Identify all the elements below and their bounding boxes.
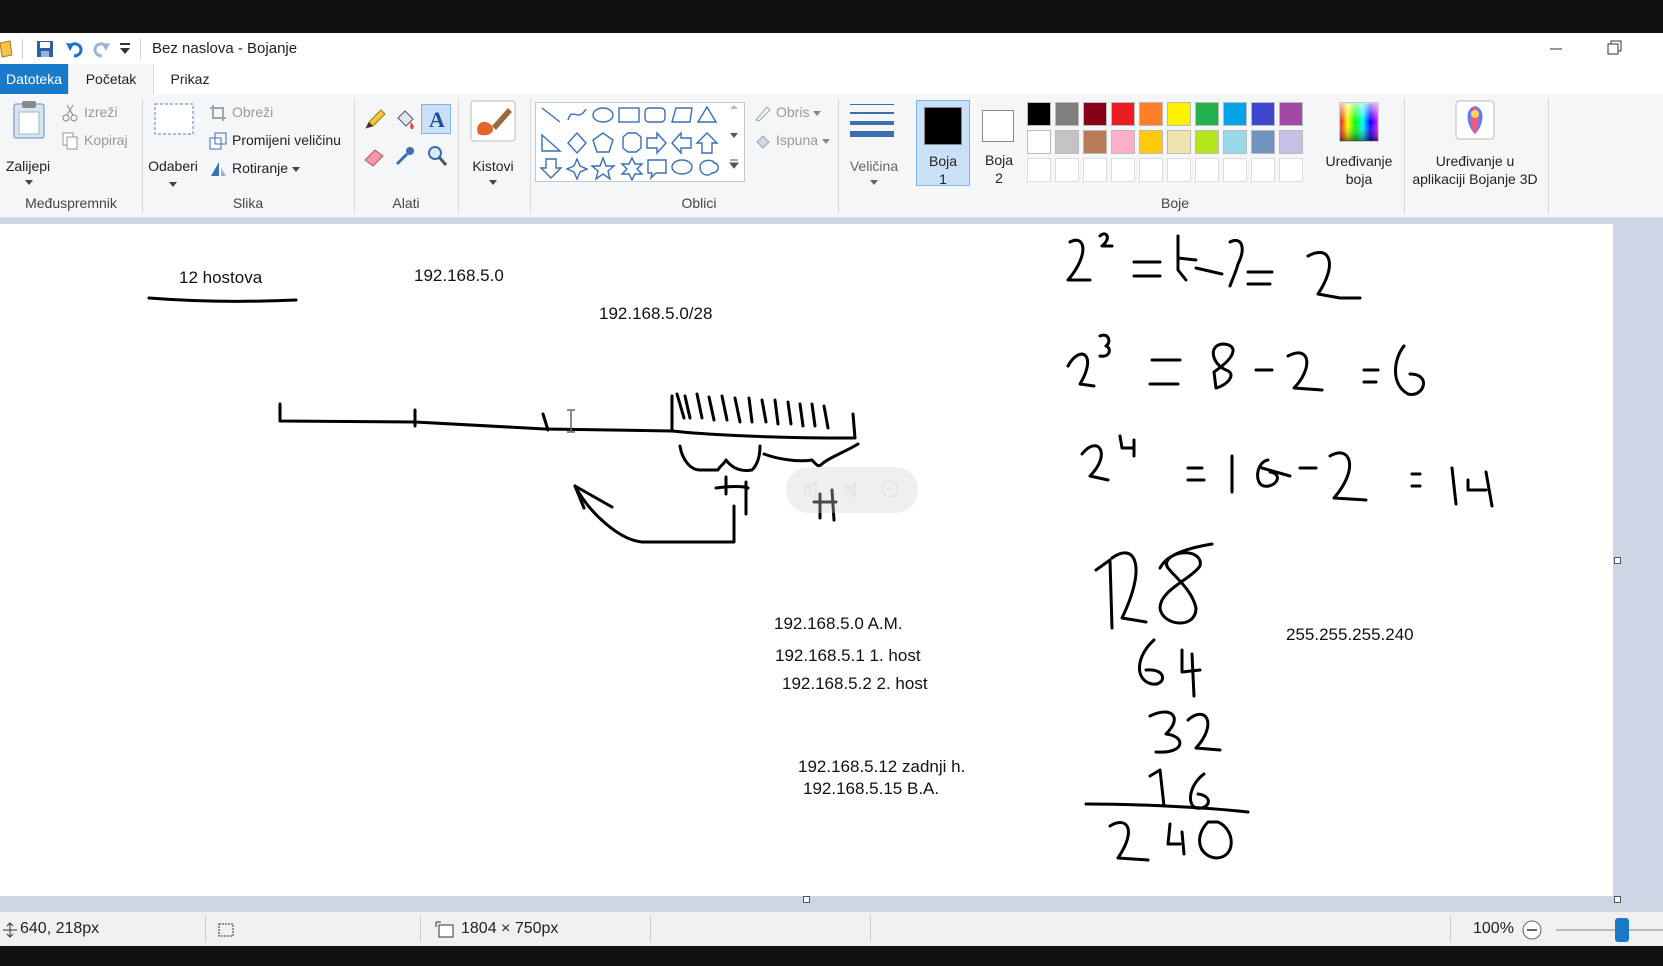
status-bar [0, 911, 1663, 947]
shapes-expand-icon[interactable] [730, 160, 738, 168]
window-title: Bez naslova - Bojanje [152, 40, 298, 57]
oval-callout-shape[interactable] [672, 160, 692, 174]
canvas-text-second-host: 192.168.5.2 2. host [782, 674, 928, 693]
canvas-size-icon [435, 921, 455, 939]
paint3d-label [1408, 152, 1542, 188]
resize-button[interactable]: Promijeni veličinu [232, 132, 341, 148]
paint3d-label-line2: aplikaciji Bojanje 3D [1412, 171, 1538, 187]
color-picker-icon[interactable] [393, 144, 417, 168]
palette-color-swatch[interactable] [1279, 130, 1303, 154]
color1-label: Boja [928, 153, 958, 169]
clipboard-group [0, 94, 142, 217]
curve-shape[interactable] [568, 109, 586, 120]
separator [838, 98, 839, 214]
cursor-position-icon [2, 922, 18, 938]
freehand-drawing [0, 224, 1613, 896]
palette-empty-swatch[interactable] [1279, 158, 1303, 182]
right-arrow-shape[interactable] [647, 133, 666, 153]
edit-colors-button[interactable] [1320, 100, 1398, 186]
svg-text:A: A [429, 108, 445, 130]
image-group-label: Slika [232, 195, 264, 211]
size-button[interactable] [840, 100, 908, 190]
resize-icon [209, 132, 227, 150]
fill-icon [753, 132, 773, 150]
palette-empty-swatch[interactable] [1223, 158, 1247, 182]
shapes-scroll-down-icon[interactable] [730, 133, 738, 138]
undo-icon[interactable] [64, 39, 84, 59]
canvas-text-cidr: 192.168.5.0/28 [599, 304, 713, 323]
outline-label: Obris [776, 104, 810, 120]
color2-swatch [982, 110, 1014, 142]
rounded-rectangle-shape[interactable] [645, 108, 665, 122]
palette-empty-swatch[interactable] [1251, 158, 1275, 182]
shapes-scroll-up-icon[interactable] [730, 105, 738, 109]
palette-color-swatch[interactable] [1251, 130, 1275, 154]
palette-color-swatch[interactable] [1055, 102, 1079, 126]
fill-bucket-icon[interactable] [393, 108, 417, 132]
hexagon-shape[interactable] [623, 133, 641, 152]
paste-button[interactable] [4, 100, 52, 182]
edit-colors-label [1314, 152, 1404, 188]
separator [458, 98, 459, 214]
canvas-text-broadcast: 192.168.5.15 B.A. [803, 779, 940, 798]
color2-number: 2 [995, 170, 1003, 186]
ribbon [0, 94, 1663, 218]
image-group [143, 94, 353, 217]
line-shape[interactable] [542, 108, 560, 122]
colors-group-label: Boje [1160, 195, 1190, 211]
palette-color-swatch[interactable] [1139, 102, 1163, 126]
palette-color-swatch[interactable] [1251, 102, 1275, 126]
resize-handle-right[interactable] [1614, 557, 1621, 564]
resize-handle-bottom[interactable] [803, 896, 810, 903]
color2-label: Boja [984, 152, 1014, 168]
select-label: Odaberi [148, 158, 198, 174]
text-cursor-icon [566, 409, 576, 433]
title-bar [0, 33, 1663, 64]
cloud-callout-shape[interactable] [700, 160, 718, 175]
palette-empty-swatch[interactable] [1111, 158, 1135, 182]
brush-icon [470, 100, 516, 142]
paint3d-label-line1: Uređivanje u [1435, 153, 1515, 169]
rectangle-shape[interactable] [619, 108, 639, 122]
quick-access-dropdown-icon[interactable] [120, 43, 130, 55]
screen-bottom-bar [0, 946, 1663, 966]
copy-button[interactable]: Kopiraj [84, 132, 128, 148]
triangle-shape[interactable] [698, 107, 716, 122]
color1-swatch [924, 107, 962, 145]
palette-empty-swatch[interactable] [1055, 158, 1079, 182]
brushes-dropdown-icon [489, 180, 497, 186]
canvas-size: 1804 × 750px [461, 920, 559, 937]
palette-color-swatch[interactable] [1027, 102, 1051, 126]
oval-shape[interactable] [593, 108, 613, 122]
resize-handle-corner[interactable] [1614, 896, 1621, 903]
canvas-text-first-host: 192.168.5.1 1. host [775, 646, 921, 665]
mute-icon[interactable] [842, 481, 860, 499]
edit-colors-icon [1339, 102, 1379, 142]
crop-icon [209, 104, 227, 122]
cut-icon [62, 104, 78, 122]
minus-circle-icon[interactable] [880, 479, 900, 499]
paint-app-icon [0, 39, 14, 59]
palette-color-swatch[interactable] [1167, 102, 1191, 126]
polygon-shape[interactable] [672, 108, 692, 122]
canvas-text-hosts: 12 hostova [179, 268, 263, 287]
outline-button[interactable] [776, 104, 821, 120]
right-triangle-shape[interactable] [542, 135, 560, 151]
screen-top-bar [0, 0, 1663, 33]
select-dropdown-icon [169, 182, 177, 188]
palette-color-swatch[interactable] [1111, 130, 1135, 154]
palette-color-swatch[interactable] [1055, 130, 1079, 154]
color1-number: 1 [939, 171, 947, 187]
canvas-text-network-address: 192.168.5.0 A.M. [774, 614, 903, 633]
rounded-callout-shape[interactable] [648, 160, 666, 178]
palette-color-swatch[interactable] [1083, 102, 1107, 126]
palette-color-swatch[interactable] [1279, 102, 1303, 126]
rotate-dropdown-icon [292, 167, 300, 173]
size-label: Veličina [849, 158, 899, 174]
canvas-text-subnet-mask: 255.255.255.240 [1286, 625, 1414, 644]
diamond-shape[interactable] [568, 133, 586, 153]
shapes-group [531, 94, 867, 217]
pencil-icon[interactable] [363, 108, 387, 132]
tab-file[interactable]: Datoteka [0, 64, 68, 94]
left-arrow-shape[interactable] [672, 133, 691, 153]
palette-empty-swatch[interactable] [1083, 158, 1107, 182]
palette-color-swatch[interactable] [1223, 102, 1247, 126]
palette-color-swatch[interactable] [1027, 130, 1051, 154]
selection-size-icon [216, 921, 236, 939]
clipboard-group-label: Međuspremnik [25, 195, 117, 211]
six-point-star-shape[interactable] [622, 158, 642, 180]
crop-button[interactable]: Obreži [232, 104, 274, 120]
separator [1404, 98, 1405, 214]
five-point-star-shape[interactable] [592, 158, 614, 179]
palette-color-swatch[interactable] [1111, 102, 1135, 126]
palette-empty-swatch[interactable] [1027, 158, 1051, 182]
zoom-slider-track[interactable] [1556, 929, 1663, 931]
edit-with-paint3d-button[interactable] [1408, 100, 1542, 190]
drawing-canvas[interactable] [0, 224, 1613, 896]
rotate-icon [209, 160, 227, 178]
media-overlay-controls[interactable] [786, 467, 918, 513]
paint3d-icon [1455, 100, 1495, 142]
down-arrow-shape[interactable] [541, 159, 561, 178]
restore-icon[interactable] [1606, 39, 1624, 57]
palette-color-swatch[interactable] [1083, 130, 1107, 154]
size-icon [848, 102, 896, 140]
palette-color-swatch[interactable] [1195, 130, 1219, 154]
palette-color-swatch[interactable] [1167, 130, 1191, 154]
tab-home[interactable]: Početak [68, 64, 154, 95]
fill-button[interactable] [776, 132, 830, 148]
shapes-gallery [535, 102, 745, 182]
color-palette [1027, 102, 1323, 188]
palette-color-swatch[interactable] [1223, 130, 1247, 154]
select-icon [154, 102, 194, 136]
palette-empty-swatch[interactable] [1195, 158, 1219, 182]
shapes-group-label: Oblici [681, 195, 717, 211]
size-dropdown-icon [870, 180, 878, 186]
rotate-button[interactable] [232, 160, 300, 176]
tools-group-label: Alati [392, 195, 420, 211]
paste-dropdown-icon [25, 180, 33, 186]
zoom-out-icon[interactable] [1521, 919, 1543, 941]
tools-group [355, 94, 457, 217]
canvas-text-network: 192.168.5.0 [414, 266, 504, 285]
eraser-icon[interactable] [363, 144, 387, 168]
outline-icon [753, 104, 773, 122]
redo-icon[interactable] [92, 39, 112, 59]
minimize-icon[interactable] [1548, 41, 1564, 57]
color2-button[interactable] [972, 100, 1026, 186]
magnifier-icon[interactable] [425, 144, 449, 168]
separator [1548, 98, 1549, 214]
outline-dropdown-icon [813, 111, 821, 117]
palette-color-swatch[interactable] [1195, 102, 1219, 126]
brushes-button[interactable] [462, 100, 524, 186]
palette-empty-swatch[interactable] [1139, 158, 1163, 182]
speaker-icon[interactable] [804, 481, 820, 499]
text-tool-button[interactable] [421, 104, 451, 134]
four-point-star-shape[interactable] [567, 159, 587, 179]
ribbon-tabs [0, 64, 1663, 94]
pentagon-shape[interactable] [593, 133, 613, 152]
fill-label: Ispuna [776, 132, 819, 148]
fill-dropdown-icon [822, 139, 830, 145]
edit-colors-label-line2: boja [1345, 171, 1373, 187]
up-arrow-shape[interactable] [697, 133, 717, 153]
palette-color-swatch[interactable] [1139, 130, 1163, 154]
paste-icon [12, 100, 46, 140]
zoom-level: 100% [1473, 920, 1514, 937]
cursor-position: 640, 218px [20, 920, 100, 937]
zoom-slider-thumb[interactable] [1615, 918, 1629, 942]
select-button[interactable] [147, 100, 199, 186]
paste-label: Zalijepi [5, 158, 51, 174]
cut-button[interactable]: Izreži [84, 104, 118, 120]
edit-colors-label-line1: Uređivanje [1325, 153, 1393, 169]
text-icon [426, 108, 448, 130]
save-icon[interactable] [36, 40, 54, 58]
color1-button[interactable] [916, 100, 970, 186]
rotate-label: Rotiranje [232, 160, 289, 176]
palette-empty-swatch[interactable] [1167, 158, 1191, 182]
canvas-text-last-host: 192.168.5.12 zadnji h. [798, 757, 966, 776]
copy-icon [62, 132, 78, 150]
tab-view[interactable]: Prikaz [170, 71, 210, 87]
brushes-label: Kistovi [472, 158, 514, 174]
